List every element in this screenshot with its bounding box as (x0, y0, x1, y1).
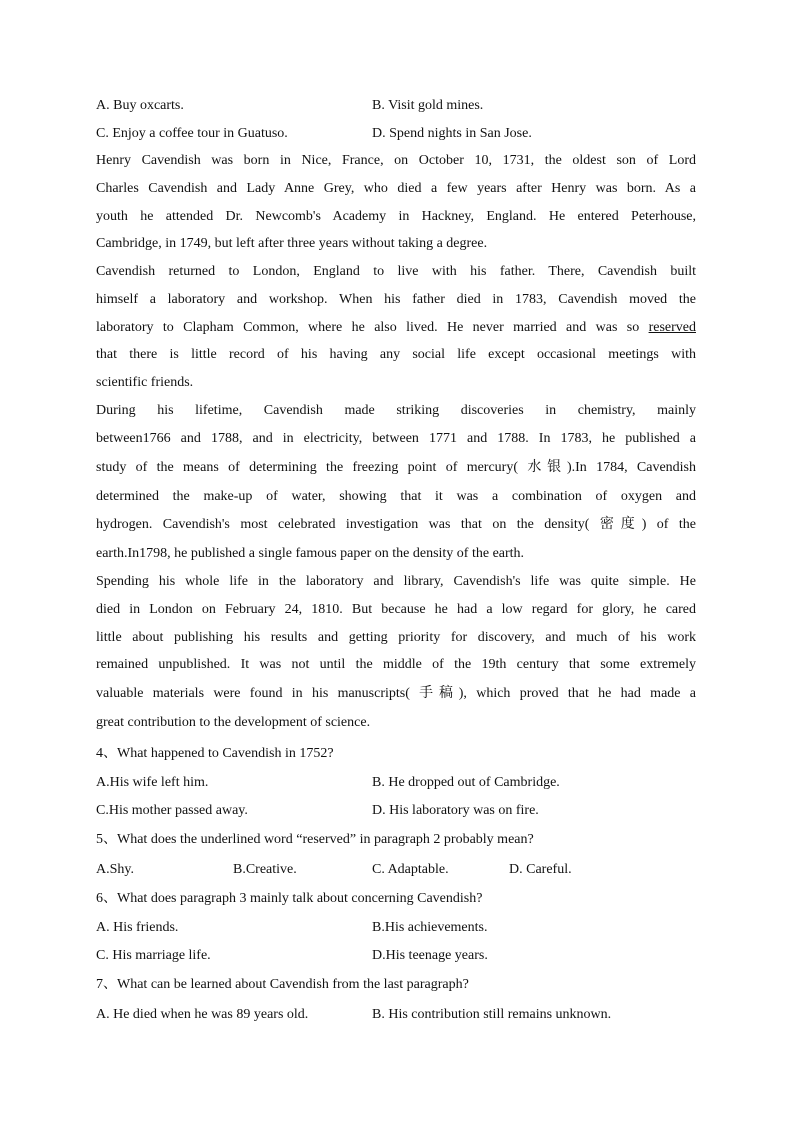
question-stem: 6、What does paragraph 3 mainly talk about concerning Cavendish? (96, 891, 483, 906)
question-option-a: A.Shy. (96, 862, 134, 877)
passage-line: Charles Cavendish and Lady Anne Grey, who died a few years after Henry was born. As a (96, 180, 696, 196)
question-option-b: B.His achievements. (372, 920, 488, 935)
passage-paragraph-2 (96, 258, 696, 397)
question-option-d: D.His teenage years. (372, 948, 488, 963)
question-option-c: C. Adaptable. (372, 862, 449, 877)
passage-line: determined the make-up of water, showing that it was a combination of oxygen and (96, 488, 696, 504)
passage-line: himself a laboratory and workshop. When his father died in 1783, Cavendish moved the (96, 291, 696, 307)
passage-line: that there is little record of his having any social life except occasional meetings with (96, 347, 696, 363)
passage-line: Cambridge, in 1749, but left after three years without taking a degree. (96, 236, 488, 252)
passage-line: Cavendish returned to London, England to live with his father. There, Cavendish built (96, 264, 696, 279)
question-stem: 4、What happened to Cavendish in 1752? (96, 746, 334, 761)
question-option-c: C.His mother passed away. (96, 803, 248, 818)
question-option-c: C. His marriage life. (96, 948, 211, 963)
passage-line (96, 314, 696, 342)
passage-line: remained unpublished. It was not until the middle of the 19th century that some extremely (96, 657, 696, 673)
question-option-b: B.Creative. (233, 862, 297, 877)
passage-line: died in London on February 24, 1810. But because he had a low regard for glory, he cared (96, 601, 696, 617)
passage-line: great contribution to the development of science. (96, 715, 371, 731)
question-option-d: D. His laboratory was on fire. (372, 803, 539, 818)
prev-option-c: C. Enjoy a coffee tour in Guatuso. (96, 126, 288, 141)
passage-line: little about publishing his results and getting priority for discovery, and much of his work (96, 629, 696, 645)
passage-line: During his lifetime, Cavendish made striking discoveries in chemistry, mainly (96, 403, 696, 418)
passage-line: hydrogen. Cavendish's most celebrated investigation was that on the density( 密度) of the (96, 517, 696, 533)
prev-option-d: D. Spend nights in San Jose. (372, 126, 532, 141)
passage-line: youth he attended Dr. Newcomb's Academy in Hackney, England. He entered Peterhouse, (96, 208, 696, 224)
passage-line: Henry Cavendish was born in Nice, France, on October 10, 1731, the oldest son of Lord (96, 153, 696, 168)
passage-line-text: laboratory to Clapham Common, where he also lived. He never married and was so (96, 319, 649, 335)
question-option-a: A. His friends. (96, 920, 179, 935)
passage-line: between1766 and 1788, and in electricity, between 1771 and 1788. In 1783, he published a (96, 430, 696, 446)
passage-line: scientific friends. (96, 375, 194, 391)
passage-line: earth.In1798, he published a single famous paper on the density of the earth. (96, 546, 525, 562)
passage-paragraph-4 (96, 568, 696, 737)
question-option-b: B. He dropped out of Cambridge. (372, 775, 560, 790)
question-option-a: A. He died when he was 89 years old. (96, 1007, 309, 1022)
question-option-b: B. His contribution still remains unknown. (372, 1007, 612, 1022)
question-stem: 5、What does the underlined word “reserved” in paragraph 2 probably mean? (96, 832, 534, 847)
question-option-d: D. Careful. (509, 862, 572, 877)
prev-option-a: A. Buy oxcarts. (96, 98, 184, 113)
prev-option-b: B. Visit gold mines. (372, 98, 484, 113)
passage-paragraph-3 (96, 397, 696, 568)
question-stem: 7、What can be learned about Cavendish from the last paragraph? (96, 977, 469, 992)
underlined-word-reserved: reserved (648, 319, 696, 335)
passage-line: valuable materials were found in his manuscripts( 手稿), which proved that he had made a (96, 686, 696, 702)
passage-paragraph-1 (96, 147, 696, 258)
passage-line: Spending his whole life in the laboratory and library, Cavendish's life was quite simple. He (96, 574, 696, 589)
question-option-a: A.His wife left him. (96, 775, 209, 790)
passage-line: study of the means of determining the freezing point of mercury( 水银).In 1784, Cavendish (96, 459, 696, 475)
